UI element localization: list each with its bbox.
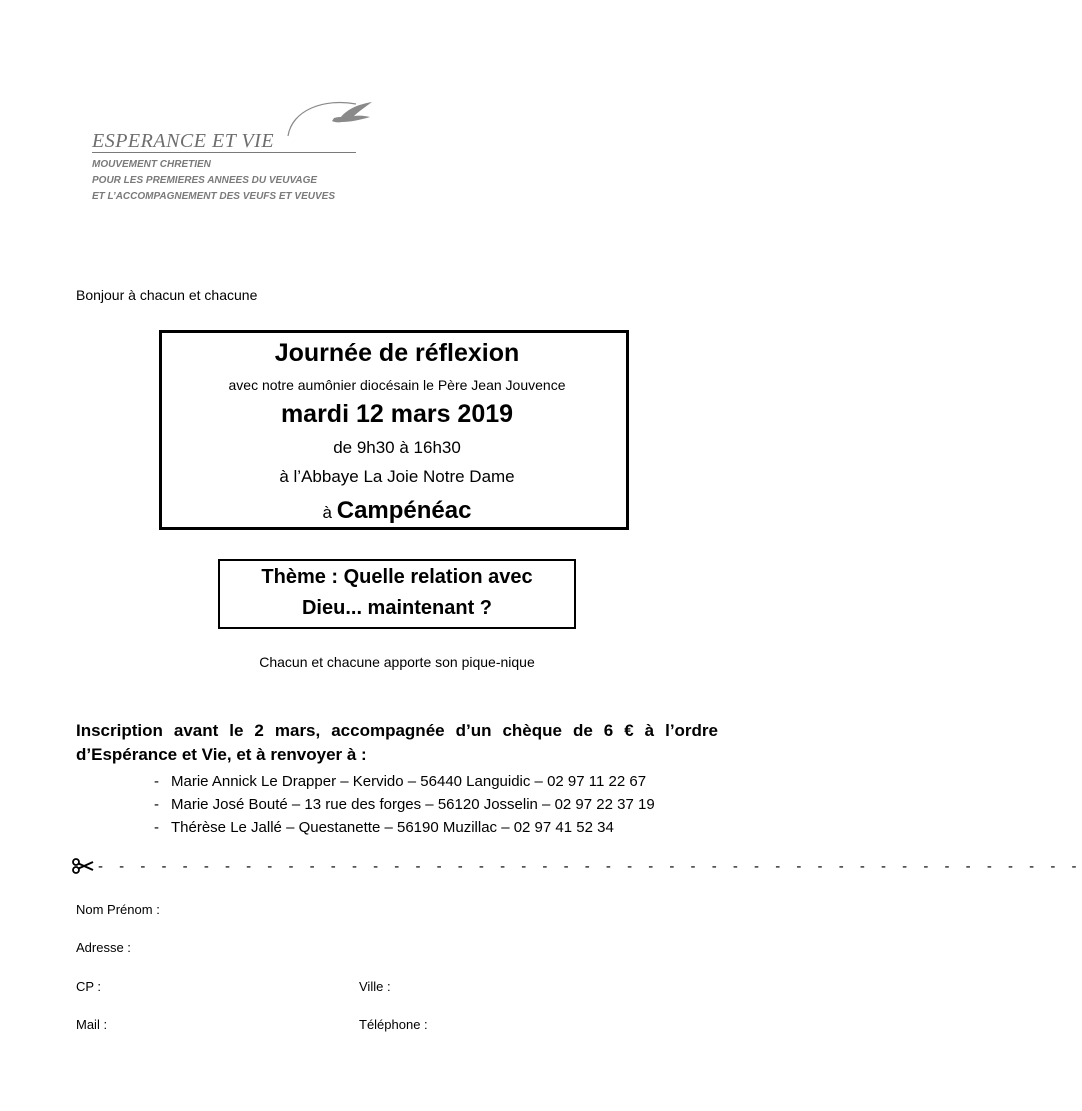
event-hours: de 9h30 à 16h30 [333, 438, 461, 457]
theme-line-1: Thème : Quelle relation avec [261, 566, 533, 588]
greeting-text: Bonjour à chacun et chacune [76, 287, 258, 303]
contact-list [154, 770, 655, 839]
telephone-label: Téléphone : [359, 1017, 428, 1032]
logo-divider [92, 152, 356, 153]
adresse-label: Adresse : [76, 940, 131, 955]
dove-logo-icon [280, 96, 380, 156]
logo-title: ESPERANCE ET VIE [92, 130, 275, 152]
event-title: Journée de réflexion [274, 339, 520, 367]
contact-item: - Thérèse Le Jallé – Questanette – 56190 Muzillac – 02 97 41 52 34 [154, 819, 614, 836]
contact-item: - Marie Annick Le Drapper – Kervido – 56440 Languidic – 02 97 11 22 67 [154, 773, 647, 790]
inscription-paragraph [76, 719, 718, 767]
contact-item: - Marie José Bouté – 13 rue des forges – 56120 Josselin – 02 97 22 37 19 [154, 796, 655, 813]
ville-label: Ville : [359, 979, 391, 994]
logo-subtitle-line-3: ET L’ACCOMPAGNEMENT DES VEUFS ET VEUVES [92, 191, 335, 202]
mail-label: Mail : [76, 1017, 108, 1032]
nom-prenom-label: Nom Prénom : [76, 902, 160, 917]
theme-line-2: Dieu... maintenant ? [301, 597, 493, 619]
cp-label: CP : [76, 979, 102, 994]
event-city: Campénéac [336, 497, 472, 524]
cut-line [72, 858, 1082, 880]
picnic-note: Chacun et chacune apporte son pique-nique [259, 654, 535, 670]
logo-subtitle-line-1: MOUVEMENT CHRETIEN [92, 159, 211, 170]
inscription-line-1: Inscription avant le 2 mars, accompagnée d’un chèque de 6 € à l’ordre [76, 721, 718, 740]
logo-subtitle-line-2: POUR LES PREMIERES ANNEES DU VEUVAGE [92, 175, 318, 186]
contact-text: Thérèse Le Jallé – Questanette – 56190 Muzillac – 02 97 41 52 34 [171, 819, 614, 836]
contact-text: Marie José Bouté – 13 rue des forges – 56120 Josselin – 02 97 22 37 19 [171, 796, 655, 813]
event-place: à l’Abbaye La Joie Notre Dame [279, 467, 515, 486]
contact-text: Marie Annick Le Drapper – Kervido – 56440 Languidic – 02 97 11 22 67 [171, 773, 647, 790]
event-city-prefix: à [322, 503, 332, 522]
event-subtitle: avec notre aumônier diocésain le Père Jean Jouvence [228, 377, 566, 393]
cut-dashes: - - - - - - - - - - - - - - - - - - - - - - - - - - - - - - - - - - - - - - - - - - - - - - - [98, 858, 1082, 875]
inscription-line-2: d’Espérance et Vie, et à renvoyer à : [76, 745, 367, 764]
scissors-icon [72, 858, 94, 874]
event-date: mardi 12 mars 2019 [280, 400, 514, 428]
event-city-line [0, 497, 794, 525]
